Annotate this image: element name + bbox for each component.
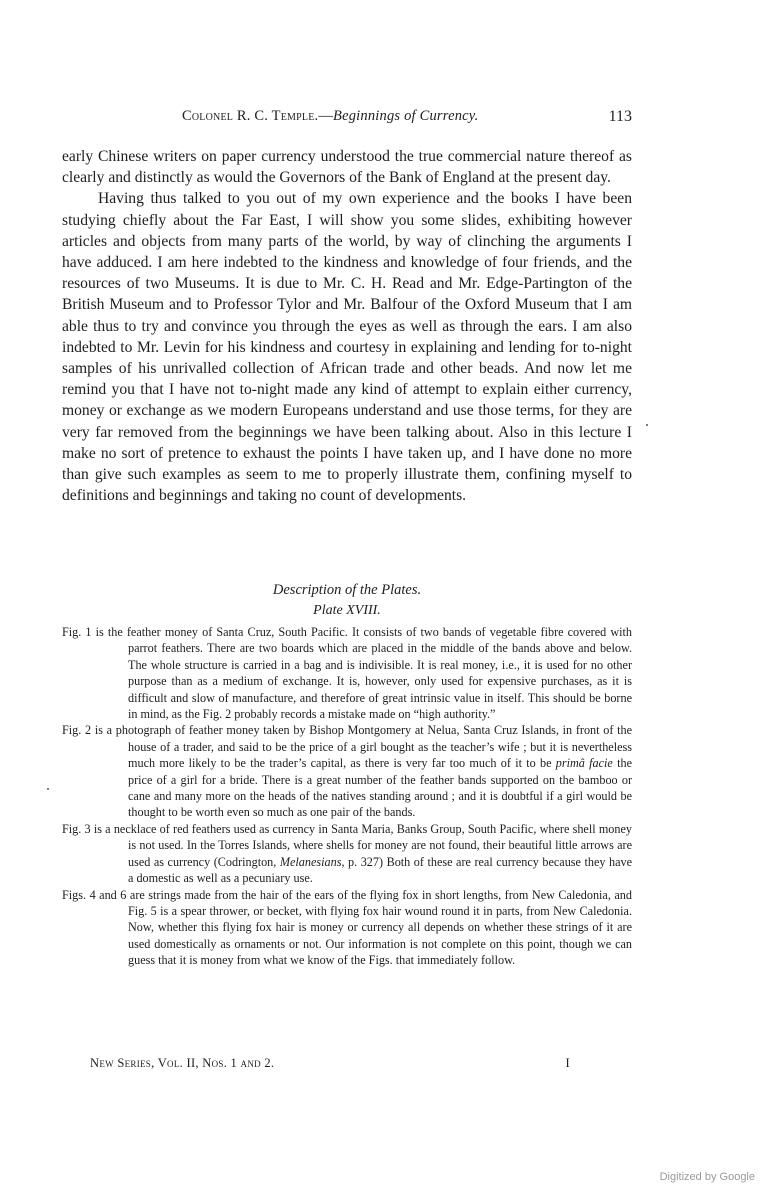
digitized-watermark: Digitized by Google: [659, 1171, 755, 1183]
paragraph-2: Having thus talked to you out of my own experience and the books I have been studying chiefly about the Far East, I will show you some slides, exhibiting however articles and objects from many parts of the world, by way of clinching the arguments I have adduced. I am here indebted to the kindness and knowledge of four friends, and the resources of two Museums. It is due to Mr. C. H. Read and Mr. Edge-Partington of the British Museum and to Professor Tylor and Mr. Balfour of the Oxford Museum that I am able thus to try and convince you through the eyes as well as through the ears. I am also indebted to Mr. Levin for his kindness and courtesy in explaining and lending for to-night samples of his unrivalled collection of African trade and other beads. And now let me remind you that I have not to-night made any kind of attempt to explain either currency, money or exchange as we modern Europeans understand and use those terms, for they are very far removed from the beginnings we have been talking about. Also in this lecture I make no sort of pretence to exhaust the points I have taken up, and I have done no more than give such examples as seem to me to properly illustrate them, confining myself to definitions and beginnings and taking no count of developments.: [62, 190, 632, 505]
body-text: [62, 146, 632, 506]
figs-4-6-description: Figs. 4 and 6 are strings made from the hair of the ears of the flying fox in short lengths, from New Caledonia, and Fig. 5 is a spear thrower, or becket, with flying fox hair wound round it in parts, from New Caledonia. Now, whether this flying fox hair is money or currency all depends on whether these strings of it are used domestically as ornaments or not. Our information is not complete on this point, though we can guess that it is money from what we know of the Figs. that immediately follow.: [62, 887, 632, 968]
plate-descriptions: [62, 624, 632, 969]
fig-3-text-b: , p. 327) Both of these are real currency because they have a domestic as well as a pecuniary use.: [128, 854, 633, 886]
footer: [90, 1056, 570, 1071]
fig-2-description: [62, 722, 632, 820]
running-head: [62, 108, 632, 130]
fig-3-description: [62, 821, 632, 887]
fig-2-italic: primâ facie: [555, 756, 613, 771]
section-title: Description of the Plates.: [272, 582, 422, 598]
series-line: New Series, Vol. II, Nos. 1 and 2.: [90, 1056, 275, 1070]
author-name: Colonel R. C. Temple.: [182, 108, 319, 124]
fig-3-italic: Melanesians: [279, 854, 342, 869]
fig-2-text-a: Fig. 2 is a photograph of feather money taken by Bishop Montgomery at Nelua, Santa Cruz Islands, in front of the house of a trader, and said to be the price of a girl bought as the teacher’s wife ; but it is nevertheless much more likely to be the trader’s capital, as there is very far too much of it to be: [62, 723, 632, 771]
ink-speck: [47, 788, 49, 790]
fig-1-description: Fig. 1 is the feather money of Santa Cruz, South Pacific. It consists of two bands of vegetable fibre covered with parrot feathers. There are two boards which are placed in the middle of the bands above and below. The whole structure is carried in a bag and is indivisible. It is real money, i.e., it is used for no other purpose than as a medium of exchange. It is, however, only used for expensive purchases, as it is difficult and slow of manufacture, and therefore of great intrinsic value in itself. This should be borne in mind, as the Fig. 2 probably records a mistake made on “high authority.”: [62, 625, 632, 722]
signature-mark: I: [565, 1056, 570, 1070]
page-number: 113: [608, 108, 632, 125]
title-dash: —: [318, 108, 334, 124]
ink-speck: [646, 424, 648, 426]
plate-title: Plate XVIII.: [313, 603, 381, 618]
running-title: [182, 108, 478, 125]
fig-2-text-b: the price of a girl for a bride. There is a great number of the feather bands supported on the bamboo or cane and many more on the heads of the natives standing around ; and it is doubtful if a girl would be thought to be worth even so much as one pair of the bands.: [128, 756, 633, 820]
paragraph-1: early Chinese writers on paper currency understood the true commercial nature thereof as clearly and distinctly as would the Governors of the Bank of England at the present day.: [62, 148, 632, 187]
fig-3-text-a: Fig. 3 is a necklace of red feathers used as currency in Santa Maria, Banks Group, South Pacific, where shell money is not used. In the Torres Islands, where shells for money are not found, their beautiful little arrows are used as currency (Codrington,: [62, 821, 632, 869]
article-title: Beginnings of Currency.: [333, 108, 479, 124]
